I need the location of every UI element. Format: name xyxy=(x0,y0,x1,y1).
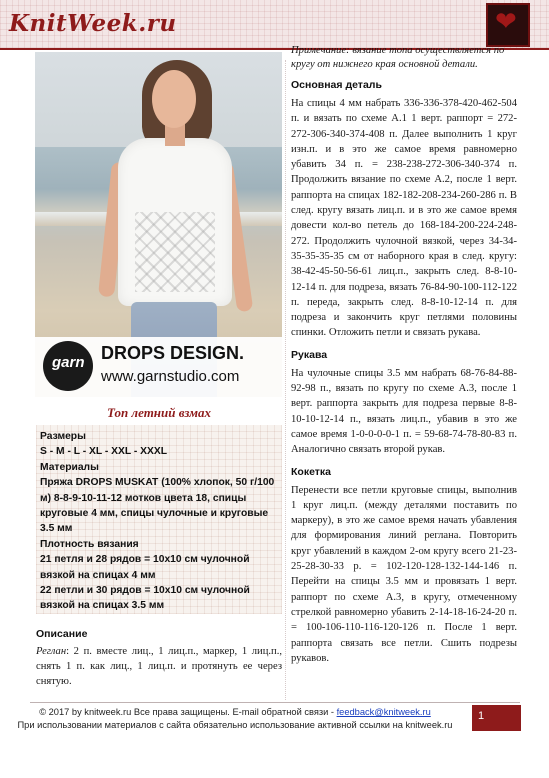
site-logo[interactable]: KnitWeek.ru xyxy=(9,10,177,37)
section-title-sleeves: Рукава xyxy=(291,348,328,361)
spec-line: Пряжа DROPS MUSKAT (100% хлопок, 50 г/100 м) 8-8-9-10-11-12 мотков цвета 18, спицы круговые 4 мм, спицы чулочные и круговые 3.5 мм xyxy=(40,477,275,535)
note-text: Примечание: вязание топа осуществляется по кругу от нижнего края основной детали. xyxy=(291,45,505,70)
brand-name: DROPS DESIGN. xyxy=(101,343,245,363)
header-bar xyxy=(0,0,549,50)
footer-copyright-text: © 2017 by knitweek.ru Все права защищены. E-mail обратной связи - xyxy=(39,707,337,717)
brand-url[interactable]: www.garnstudio.com xyxy=(101,368,240,385)
description-body: : 2 п. вместе лиц., 1 лиц.п., маркер, 1 лиц.п., снять 1 п. как лиц., 1 лиц.п. и протянуть ее через снятую. xyxy=(36,645,282,688)
section-title-yoke: Кокетка xyxy=(291,465,332,478)
column-divider xyxy=(285,60,286,700)
section-title-main: Основная деталь xyxy=(291,79,382,91)
footer-copyright xyxy=(0,706,470,719)
heart-icon: ❤ xyxy=(495,7,517,36)
garn-logo-text: garn xyxy=(52,354,85,371)
description-text xyxy=(36,644,282,690)
description-lead: Реглан xyxy=(36,645,67,657)
spec-line: 22 петли и 30 рядов = 10x10 см чулочной вязкой на спицах 3.5 мм xyxy=(40,585,250,612)
spec-line: Размеры xyxy=(40,431,86,442)
spec-line: Плотность вязания xyxy=(40,538,139,550)
brand-panel xyxy=(35,337,282,397)
section-text-sleeves: На чулочные спицы 3.5 мм набрать 68-76-84-88-92-98 п., вязать по кругу по схеме А.3, после 1 верт. раппорта закрыть для подреза первые 8-8-10-10-12-14 п., вязать лиц.п., убавив в это же самое время 1-0-0-0-0-1 п. = 59-68-74-78-80-83 п. Аналогично связать второй рукав. xyxy=(291,367,517,456)
photo-lace-pattern xyxy=(135,212,215,292)
left-column xyxy=(36,405,282,690)
page-number: 1 xyxy=(478,710,485,722)
footer-divider xyxy=(30,702,520,703)
specs-box xyxy=(36,425,282,614)
section-text-yoke: Перенести все петли круговые спицы, выполнив 1 круг лиц.п. (между деталями поставить по маркеру), в это же самое время начать убавления для формирования линий реглана. Повторить круг убавлений в каждом 2-ом кругу всего 21-23-25-28-30-33 р. = 102-120-128-132-144-146 п. Перейти на спицы 3.5 мм и провязать 1 верт. раппорт по схеме А.3, в кругу, отмеченному стрелкой равномерно убавить 2-14-18-16-24-20 п. = 100-106-110-116-120-126 п. После 1 верт. раппорта связать все петли. Сшить подрезы рукавов. xyxy=(291,484,517,664)
footer-email-link[interactable]: feedback@knitweek.ru xyxy=(336,707,431,717)
section-text-main: На спицы 4 мм набрать 336-336-378-420-462-504 п. и вязать по схеме А.1 1 верт. раппорт = 272-272-306-340-374-408 п. Далее выполнить 1 круг изн.п. и в это же самое время равномерно убавить 34 п. = 238-238-272-306-340-374 п. Продолжить вязание по схеме А.2, после 1 верт. раппорта на спицах 182-182-208-234-260-286 п. В след. кругу вязать лиц.п. и в это же самое время довести кол-во петель до 168-184-200-224-248-272. Продолжить чулочной вязкой, через 34-34-35-35-35-35 см от наборного края в след. кругу: 38-42-45-50-56-61 лиц.п., закрыть след. 8-8-10-12-14 п. для подреза, вязать 76-84-90-100-112-122 п. переда, закрыть след. 8-8-10-12-14 п. для подреза и закончить круг петлями половины спинки. Отложить петли и связать рукава. xyxy=(291,98,517,339)
spec-line: Материалы xyxy=(40,461,99,473)
spec-line: 21 петля и 28 рядов = 10x10 см чулочной вязкой на спицах 4 мм xyxy=(40,554,250,581)
page-number-badge xyxy=(472,705,521,731)
photo-face xyxy=(152,70,196,128)
right-column xyxy=(291,44,517,666)
footer xyxy=(0,706,470,732)
description-title: Описание xyxy=(36,627,88,640)
pattern-title: Топ летний взмах xyxy=(106,405,212,420)
logo-badge xyxy=(486,3,530,47)
garn-logo xyxy=(43,341,93,391)
spec-line: S - M - L - XL - XXL - XXXL xyxy=(40,446,168,458)
footer-notice: При использовании материалов с сайта обязательно использование активной ссылки на knitweek.ru xyxy=(17,720,453,730)
